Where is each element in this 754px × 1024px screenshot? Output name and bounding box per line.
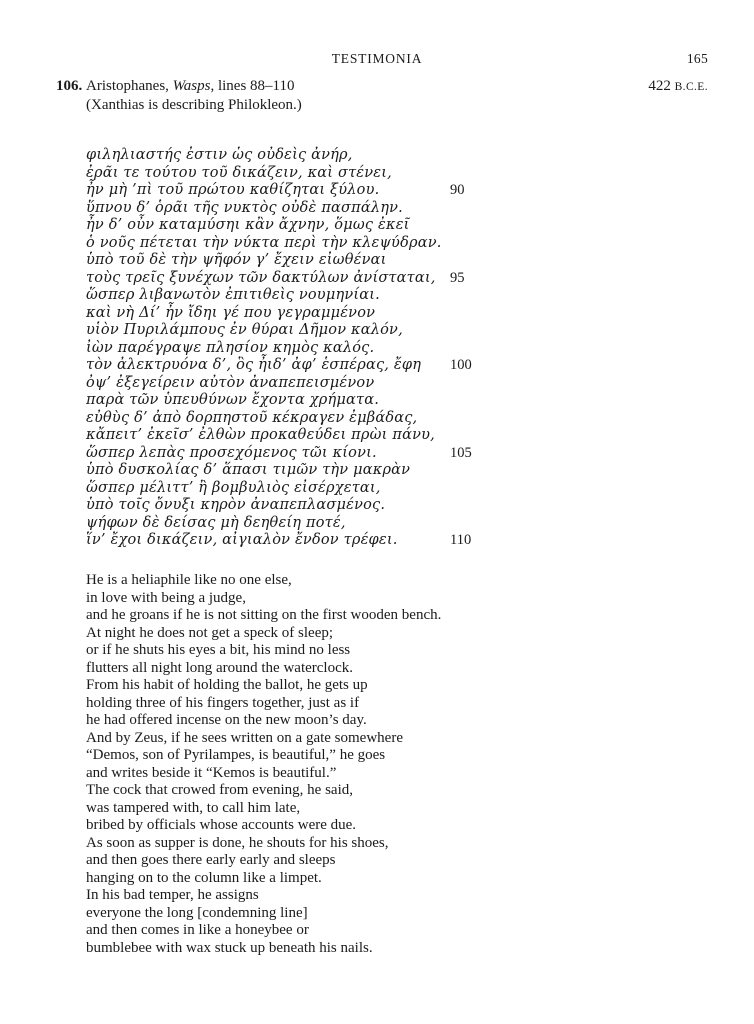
greek-line xyxy=(86,515,706,533)
translation-line: “Demos, son of Pyrilampes, is beautiful,” he goes xyxy=(86,747,386,763)
translation-line: The cock that crowed from evening, he said, xyxy=(86,782,353,798)
greek-line xyxy=(86,480,706,498)
greek-line-text: ὥσπερ μέλιττ’ ἢ βομβυλιὸς εἰσέρχεται, xyxy=(86,479,381,496)
greek-text-block xyxy=(86,147,706,550)
greek-line-text: ὑπὸ τοῖς ὄνυξι κηρὸν ἀναπεπλασμένος. xyxy=(86,497,386,513)
translation-line: in love with being a judge, xyxy=(86,589,246,606)
greek-line-text: ὥσπερ λεπὰς προσεχόμενος τῶι κίονι. xyxy=(86,444,377,461)
greek-line-text: ψήφων δὲ δείσας μὴ δεηθείη ποτέ, xyxy=(86,514,346,531)
entry-work-title: Wasps xyxy=(172,78,211,94)
translation-line: He is a heliaphile like no one else, xyxy=(86,572,292,588)
greek-line xyxy=(86,270,706,288)
greek-line-text: ὑπὸ δυσκολίας δ’ ἅπασι τιμῶν τὴν μακρὰν xyxy=(86,462,411,478)
greek-line-text: ὀψ’ ἐξεγείρειν αὐτὸν ἀναπεπεισμένον xyxy=(86,374,375,391)
verse-line-number: 110 xyxy=(450,532,472,548)
greek-line-text: ἦν μὴ ’πὶ τοῦ πρώτου καθίζηται ξύλου. xyxy=(86,182,380,198)
greek-line xyxy=(86,375,706,393)
translation-line: In his bad temper, he assigns xyxy=(86,887,259,903)
greek-line xyxy=(86,200,706,218)
greek-line xyxy=(86,462,706,480)
translation-line: and then goes there early early and sleeps xyxy=(86,852,336,868)
greek-line-text: φιληλιαστής ἐστιν ὡς οὐδεὶς ἀνήρ, xyxy=(86,147,353,163)
greek-line-text: καὶ νὴ Δί’ ἦν ἴδηι γέ που γεγραμμένον xyxy=(86,304,376,321)
greek-line-text: ὥσπερ λιβανωτὸν ἐπιτιθεὶς νουμηνίαι. xyxy=(86,287,380,303)
stage-direction: (Xanthias is describing Philokleon.) xyxy=(86,97,302,113)
translation-line: was tampered with, to call him late, xyxy=(86,799,301,816)
greek-line xyxy=(86,340,706,358)
greek-line xyxy=(86,392,706,410)
greek-line xyxy=(86,357,706,375)
running-head: TESTIMONIA xyxy=(331,51,423,66)
verse-line-number: 100 xyxy=(450,357,472,373)
greek-line-text: εὐθὺς δ’ ἀπὸ δορπηστοῦ κέκραγεν ἐμβάδας, xyxy=(86,409,418,426)
translation-line: From his habit of holding the ballot, he gets up xyxy=(86,677,368,693)
verse-line-number: 90 xyxy=(450,182,465,198)
entry-author: Aristophanes, xyxy=(86,78,173,94)
greek-line xyxy=(86,322,706,340)
translation-line: he had offered incense on the new moon’s day. xyxy=(86,712,367,728)
greek-line-text: ἵν’ ἔχοι δικάζειν, αἰγιαλὸν ἔνδον τρέφει. xyxy=(86,532,398,548)
translation-line: holding three of his fingers together, just as if xyxy=(86,694,360,711)
entry-number: 106. xyxy=(56,78,83,94)
greek-line-text: τοὺς τρεῖς ξυνέχων τῶν δακτύλων ἀνίσταται, xyxy=(86,269,436,286)
greek-line-text: ἰὼν παρέγραψε πλησίον κημὸς καλός. xyxy=(86,339,375,356)
greek-line xyxy=(86,287,706,305)
greek-line xyxy=(86,217,706,235)
translation-line: bribed by officials whose accounts were due. xyxy=(86,817,357,833)
greek-line-text: παρὰ τῶν ὑπευθύνων ἔχοντα χρήματα. xyxy=(86,392,380,408)
entry-date-era: B.C.E. xyxy=(674,81,708,93)
greek-line-text: ὁ νοῦς πέτεται τὴν νύκτα περὶ τὴν κλεψύδραν. xyxy=(86,234,442,251)
translation-line: and writes beside it “Kemos is beautiful.” xyxy=(86,764,337,781)
translation-line: bumblebee with wax stuck up beneath his nails. xyxy=(86,939,373,956)
greek-line xyxy=(86,165,706,183)
greek-line xyxy=(86,252,706,270)
entry-citation: , lines 88–110 xyxy=(210,78,295,94)
greek-line xyxy=(86,305,706,323)
greek-line xyxy=(86,147,706,165)
greek-line-text: ἐρᾶι τε τούτου τοῦ δικάζειν, καὶ στένει, xyxy=(86,164,392,181)
greek-line xyxy=(86,182,706,200)
translation-line: At night he does not get a speck of sleep; xyxy=(86,624,334,641)
verse-line-number: 105 xyxy=(450,444,472,461)
greek-line-text: ὕπνου δ’ ὁρᾶι τῆς νυκτὸς οὐδὲ πασπάλην. xyxy=(86,199,403,216)
page-number: 165 xyxy=(686,51,708,66)
greek-line xyxy=(86,497,706,515)
verse-line-number: 95 xyxy=(450,269,465,286)
entry-date-year: 422 xyxy=(648,78,675,94)
greek-line-text: ἦν δ’ οὖν καταμύσηι κἂν ἄχνην, ὅμως ἐκεῖ xyxy=(86,217,410,233)
translation-line: and he groans if he is not sitting on the first wooden bench. xyxy=(86,607,442,623)
translation-line: As soon as supper is done, he shouts for his shoes, xyxy=(86,834,389,851)
greek-line xyxy=(86,410,706,428)
greek-line xyxy=(86,235,706,253)
greek-line xyxy=(86,532,706,550)
translation-block xyxy=(86,572,706,957)
greek-line xyxy=(86,427,706,445)
greek-line-text: υἱὸν Πυριλάμπους ἐν θύραι Δῆμον καλόν, xyxy=(86,322,403,338)
entry-heading xyxy=(0,77,754,115)
greek-line xyxy=(86,445,706,463)
translation-line: And by Zeus, if he sees written on a gate somewhere xyxy=(86,729,403,746)
translation-line: flutters all night long around the waterclock. xyxy=(86,659,354,676)
entry-date xyxy=(648,77,708,97)
translation-line: hanging on to the column like a limpet. xyxy=(86,869,322,886)
greek-line-text: ὑπὸ τοῦ δὲ τὴν ψῆφόν γ’ ἔχειν εἰωθέναι xyxy=(86,252,387,268)
translation-line: and then comes in like a honeybee or xyxy=(86,922,309,938)
translation-line: everyone the long [condemning line] xyxy=(86,904,308,921)
translation-line: or if he shuts his eyes a bit, his mind no less xyxy=(86,642,351,658)
greek-line-text: τὸν ἀλεκτρυόνα δ’, ὃς ἦιδ’ ἀφ’ ἑσπέρας, ἔφη xyxy=(86,357,422,373)
greek-line-text: κἄπειτ’ ἐκεῖσ’ ἐλθὼν προκαθεύδει πρὼι πάνυ, xyxy=(86,427,435,443)
